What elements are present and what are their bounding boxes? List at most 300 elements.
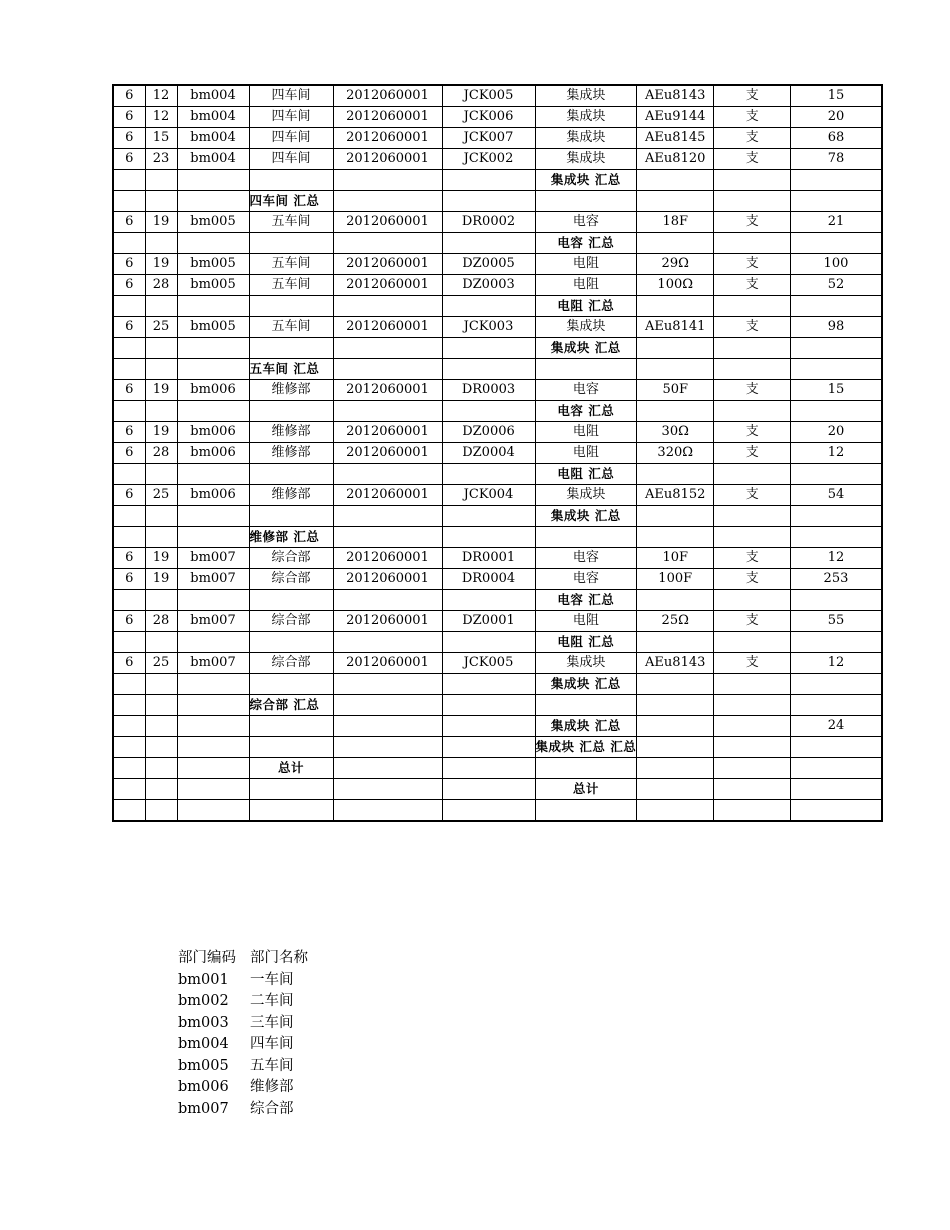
dept-subtotal-label[interactable]: 维修部 汇总 [249,527,333,548]
table-cell[interactable] [145,506,177,527]
table-cell[interactable] [442,695,535,716]
item-subtotal-label[interactable]: 集成块 汇总 [535,506,637,527]
table-cell[interactable] [333,359,442,380]
table-cell[interactable]: 维修部 [249,443,333,464]
table-cell[interactable]: 五车间 [249,317,333,338]
table-cell[interactable]: 55 [791,611,882,632]
table-cell[interactable] [333,401,442,422]
table-cell[interactable] [145,170,177,191]
table-cell[interactable]: 50F [637,380,714,401]
item-subtotal-label[interactable]: 集成块 汇总 [535,338,637,359]
table-cell[interactable]: 集成块 [535,128,637,149]
table-cell[interactable] [333,800,442,822]
table-cell[interactable] [714,695,791,716]
table-cell[interactable] [145,464,177,485]
table-cell[interactable] [113,674,145,695]
table-cell[interactable] [177,338,249,359]
table-cell[interactable]: DR0002 [442,212,535,233]
table-cell[interactable] [113,296,145,317]
table-cell[interactable]: DZ0004 [442,443,535,464]
table-cell[interactable]: 2012060001 [333,149,442,170]
table-cell[interactable] [714,800,791,822]
table-cell[interactable] [791,233,882,254]
table-cell[interactable] [145,296,177,317]
table-cell[interactable]: 四车间 [249,107,333,128]
table-cell[interactable] [249,233,333,254]
table-cell[interactable] [535,695,637,716]
table-cell[interactable] [333,338,442,359]
table-cell[interactable]: 支 [714,107,791,128]
table-cell[interactable]: JCK005 [442,653,535,674]
table-cell[interactable] [714,401,791,422]
table-cell[interactable] [442,464,535,485]
table-cell[interactable] [333,716,442,737]
table-cell[interactable] [791,527,882,548]
table-cell[interactable]: bm004 [177,107,249,128]
table-cell[interactable] [145,632,177,653]
table-cell[interactable]: bm006 [177,380,249,401]
table-cell[interactable] [249,800,333,822]
item-subtotal-label[interactable]: 集成块 汇总 [535,674,637,695]
table-cell[interactable] [333,779,442,800]
table-cell[interactable] [637,674,714,695]
table-cell[interactable] [714,296,791,317]
table-cell[interactable]: 25 [145,485,177,506]
table-cell[interactable]: 电容 [535,212,637,233]
item-subtotal-value[interactable]: 24 [791,716,882,737]
table-cell[interactable]: 19 [145,380,177,401]
table-cell[interactable]: 电容 [535,548,637,569]
table-cell[interactable] [637,296,714,317]
table-cell[interactable] [442,401,535,422]
table-cell[interactable] [177,233,249,254]
table-cell[interactable] [145,674,177,695]
table-cell[interactable]: 支 [714,611,791,632]
table-cell[interactable]: AEu8120 [637,149,714,170]
table-cell[interactable] [333,758,442,779]
item-subtotal-label[interactable]: 电阻 汇总 [535,464,637,485]
table-cell[interactable] [791,359,882,380]
table-cell[interactable]: 25Ω [637,611,714,632]
table-cell[interactable] [145,716,177,737]
table-cell[interactable] [145,590,177,611]
table-cell[interactable]: 集成块 [535,485,637,506]
item-subtotal-label[interactable]: 电容 汇总 [535,401,637,422]
table-cell[interactable] [714,527,791,548]
item-subtotal-label[interactable]: 总计 [535,779,637,800]
table-cell[interactable]: 电阻 [535,611,637,632]
table-cell[interactable] [791,590,882,611]
table-cell[interactable]: 2012060001 [333,611,442,632]
table-cell[interactable] [714,191,791,212]
table-cell[interactable]: AEu8145 [637,128,714,149]
table-cell[interactable] [637,695,714,716]
table-cell[interactable]: 253 [791,569,882,590]
table-cell[interactable]: bm005 [177,254,249,275]
table-cell[interactable] [249,170,333,191]
table-cell[interactable]: 2012060001 [333,569,442,590]
table-cell[interactable] [177,779,249,800]
table-cell[interactable]: 6 [113,422,145,443]
table-cell[interactable]: 54 [791,485,882,506]
table-cell[interactable]: 23 [145,149,177,170]
table-cell[interactable]: 维修部 [249,422,333,443]
table-cell[interactable]: 电阻 [535,443,637,464]
table-cell[interactable]: 28 [145,611,177,632]
table-cell[interactable] [177,737,249,758]
table-cell[interactable]: 12 [791,443,882,464]
table-cell[interactable] [113,506,145,527]
table-cell[interactable] [714,758,791,779]
table-cell[interactable] [177,716,249,737]
table-cell[interactable]: 电阻 [535,254,637,275]
table-cell[interactable]: 集成块 [535,653,637,674]
table-cell[interactable]: 6 [113,485,145,506]
table-cell[interactable] [791,674,882,695]
table-cell[interactable] [177,695,249,716]
table-cell[interactable] [113,758,145,779]
table-cell[interactable] [145,758,177,779]
table-cell[interactable]: bm007 [177,569,249,590]
table-cell[interactable] [333,296,442,317]
dept-subtotal-label[interactable]: 五车间 汇总 [249,359,333,380]
table-cell[interactable]: JCK003 [442,317,535,338]
table-cell[interactable] [113,695,145,716]
table-cell[interactable]: 29Ω [637,254,714,275]
item-subtotal-label[interactable]: 集成块 汇总 [535,170,637,191]
table-cell[interactable] [113,170,145,191]
table-cell[interactable] [249,674,333,695]
table-cell[interactable]: 维修部 [249,380,333,401]
table-cell[interactable] [442,758,535,779]
table-cell[interactable] [791,737,882,758]
table-cell[interactable] [791,464,882,485]
table-cell[interactable]: 78 [791,149,882,170]
table-cell[interactable] [637,758,714,779]
table-cell[interactable] [637,170,714,191]
table-cell[interactable] [442,296,535,317]
table-cell[interactable]: 15 [791,380,882,401]
table-cell[interactable]: 集成块 [535,107,637,128]
table-cell[interactable]: 28 [145,275,177,296]
table-cell[interactable] [249,506,333,527]
table-cell[interactable] [333,527,442,548]
table-cell[interactable]: bm007 [177,548,249,569]
table-cell[interactable] [113,779,145,800]
table-cell[interactable]: bm006 [177,443,249,464]
table-cell[interactable] [442,590,535,611]
table-cell[interactable] [637,338,714,359]
table-cell[interactable] [249,296,333,317]
table-cell[interactable] [145,527,177,548]
table-cell[interactable] [714,233,791,254]
table-cell[interactable] [177,296,249,317]
table-cell[interactable]: JCK007 [442,128,535,149]
table-cell[interactable]: 四车间 [249,85,333,107]
table-cell[interactable]: 6 [113,380,145,401]
table-cell[interactable] [714,716,791,737]
table-cell[interactable]: 6 [113,85,145,107]
table-cell[interactable]: 支 [714,548,791,569]
table-cell[interactable]: 100 [791,254,882,275]
table-cell[interactable]: bm005 [177,317,249,338]
table-cell[interactable] [177,758,249,779]
table-cell[interactable] [535,527,637,548]
table-cell[interactable] [113,632,145,653]
table-cell[interactable]: 维修部 [249,485,333,506]
table-cell[interactable] [714,464,791,485]
table-cell[interactable]: 320Ω [637,443,714,464]
table-cell[interactable]: 2012060001 [333,85,442,107]
table-cell[interactable] [113,527,145,548]
table-cell[interactable] [249,338,333,359]
table-cell[interactable]: 2012060001 [333,485,442,506]
table-cell[interactable]: 100F [637,569,714,590]
table-cell[interactable] [442,632,535,653]
table-cell[interactable] [791,632,882,653]
table-cell[interactable] [333,737,442,758]
table-cell[interactable]: 19 [145,254,177,275]
table-cell[interactable]: DZ0003 [442,275,535,296]
table-cell[interactable] [333,590,442,611]
table-cell[interactable]: 6 [113,128,145,149]
table-cell[interactable]: AEu8141 [637,317,714,338]
table-cell[interactable]: 6 [113,611,145,632]
table-cell[interactable] [333,191,442,212]
table-cell[interactable]: 集成块 [535,85,637,107]
table-cell[interactable]: 12 [791,548,882,569]
table-cell[interactable] [177,506,249,527]
table-cell[interactable] [145,695,177,716]
table-cell[interactable]: 20 [791,107,882,128]
table-cell[interactable] [177,800,249,822]
table-cell[interactable] [714,170,791,191]
table-cell[interactable] [535,191,637,212]
table-cell[interactable]: 支 [714,443,791,464]
table-cell[interactable] [177,359,249,380]
table-cell[interactable] [113,800,145,822]
table-cell[interactable] [113,233,145,254]
table-cell[interactable] [714,590,791,611]
table-cell[interactable] [442,233,535,254]
table-cell[interactable]: JCK002 [442,149,535,170]
table-cell[interactable] [145,401,177,422]
table-cell[interactable] [442,674,535,695]
table-cell[interactable] [791,695,882,716]
table-cell[interactable]: 电阻 [535,275,637,296]
table-cell[interactable] [442,191,535,212]
table-cell[interactable] [442,527,535,548]
table-cell[interactable]: 2012060001 [333,380,442,401]
table-cell[interactable]: bm004 [177,128,249,149]
table-cell[interactable] [791,779,882,800]
table-cell[interactable] [113,737,145,758]
table-cell[interactable]: 支 [714,485,791,506]
table-cell[interactable]: 52 [791,275,882,296]
table-cell[interactable] [177,401,249,422]
table-cell[interactable] [791,758,882,779]
table-cell[interactable]: bm007 [177,611,249,632]
table-cell[interactable] [249,737,333,758]
table-cell[interactable]: 12 [145,85,177,107]
table-cell[interactable]: 五车间 [249,212,333,233]
table-cell[interactable]: 19 [145,548,177,569]
table-cell[interactable] [714,359,791,380]
dept-subtotal-label[interactable]: 综合部 汇总 [249,695,333,716]
table-cell[interactable] [714,632,791,653]
table-cell[interactable]: AEu8143 [637,85,714,107]
table-cell[interactable]: 6 [113,275,145,296]
table-cell[interactable] [249,716,333,737]
table-cell[interactable]: 五车间 [249,275,333,296]
table-cell[interactable] [637,779,714,800]
table-cell[interactable] [333,170,442,191]
table-cell[interactable]: 25 [145,317,177,338]
table-cell[interactable]: 四车间 [249,149,333,170]
item-subtotal-label[interactable]: 电容 汇总 [535,590,637,611]
grand-total-label[interactable]: 总计 [249,758,333,779]
table-cell[interactable]: 18F [637,212,714,233]
item-subtotal-label[interactable]: 电容 汇总 [535,233,637,254]
table-cell[interactable] [113,359,145,380]
table-cell[interactable]: 综合部 [249,611,333,632]
table-cell[interactable]: 28 [145,443,177,464]
table-cell[interactable] [442,737,535,758]
table-cell[interactable] [145,338,177,359]
table-cell[interactable] [249,779,333,800]
item-subtotal-total-label[interactable]: 集成块 汇总 汇总 [535,737,637,758]
table-cell[interactable] [791,800,882,822]
table-cell[interactable] [442,800,535,822]
table-cell[interactable]: 支 [714,212,791,233]
table-cell[interactable]: bm006 [177,422,249,443]
table-cell[interactable]: 98 [791,317,882,338]
table-cell[interactable] [637,464,714,485]
table-cell[interactable] [791,296,882,317]
table-cell[interactable]: 综合部 [249,548,333,569]
item-subtotal-label[interactable]: 电阻 汇总 [535,296,637,317]
table-cell[interactable] [442,716,535,737]
table-cell[interactable]: DR0003 [442,380,535,401]
table-cell[interactable]: 四车间 [249,128,333,149]
table-cell[interactable]: 19 [145,212,177,233]
table-cell[interactable]: DZ0001 [442,611,535,632]
table-cell[interactable]: 五车间 [249,254,333,275]
table-cell[interactable] [145,191,177,212]
table-cell[interactable]: bm005 [177,275,249,296]
table-cell[interactable]: AEu8143 [637,653,714,674]
table-cell[interactable]: 2012060001 [333,443,442,464]
table-cell[interactable]: 19 [145,569,177,590]
table-cell[interactable]: 支 [714,149,791,170]
table-cell[interactable] [637,590,714,611]
table-cell[interactable] [791,401,882,422]
table-cell[interactable] [791,506,882,527]
table-cell[interactable]: 2012060001 [333,212,442,233]
table-cell[interactable]: JCK005 [442,85,535,107]
table-cell[interactable]: DR0004 [442,569,535,590]
table-cell[interactable]: 支 [714,128,791,149]
table-cell[interactable] [333,464,442,485]
table-cell[interactable] [333,506,442,527]
table-cell[interactable]: 6 [113,548,145,569]
table-cell[interactable] [113,191,145,212]
table-cell[interactable] [145,737,177,758]
table-cell[interactable] [177,590,249,611]
table-cell[interactable] [113,338,145,359]
table-cell[interactable] [442,359,535,380]
table-cell[interactable]: 12 [791,653,882,674]
table-cell[interactable]: 支 [714,422,791,443]
table-cell[interactable]: 6 [113,569,145,590]
table-cell[interactable]: 2012060001 [333,254,442,275]
table-cell[interactable] [145,233,177,254]
table-cell[interactable] [145,779,177,800]
table-cell[interactable]: JCK006 [442,107,535,128]
table-cell[interactable] [442,779,535,800]
table-cell[interactable] [177,527,249,548]
table-cell[interactable] [535,359,637,380]
table-cell[interactable] [249,401,333,422]
table-cell[interactable]: 2012060001 [333,275,442,296]
item-subtotal-label[interactable]: 集成块 汇总 [535,716,637,737]
table-cell[interactable]: 支 [714,380,791,401]
table-cell[interactable] [637,506,714,527]
table-cell[interactable] [637,359,714,380]
table-cell[interactable] [535,800,637,822]
table-cell[interactable]: JCK004 [442,485,535,506]
table-cell[interactable] [714,674,791,695]
table-cell[interactable] [113,590,145,611]
table-cell[interactable] [249,590,333,611]
table-cell[interactable]: 6 [113,149,145,170]
item-subtotal-label[interactable]: 电阻 汇总 [535,632,637,653]
table-cell[interactable] [442,170,535,191]
table-cell[interactable] [791,191,882,212]
table-cell[interactable]: DZ0005 [442,254,535,275]
table-cell[interactable]: 15 [145,128,177,149]
table-cell[interactable]: 综合部 [249,569,333,590]
table-cell[interactable]: 2012060001 [333,422,442,443]
table-cell[interactable] [637,632,714,653]
table-cell[interactable]: 2012060001 [333,548,442,569]
table-cell[interactable]: 15 [791,85,882,107]
table-cell[interactable]: 集成块 [535,317,637,338]
table-cell[interactable]: 2012060001 [333,128,442,149]
table-cell[interactable]: 综合部 [249,653,333,674]
table-cell[interactable]: 支 [714,254,791,275]
table-cell[interactable] [333,233,442,254]
table-cell[interactable]: 电阻 [535,422,637,443]
table-cell[interactable] [333,695,442,716]
table-cell[interactable]: 25 [145,653,177,674]
table-cell[interactable] [333,674,442,695]
table-cell[interactable]: 2012060001 [333,107,442,128]
table-cell[interactable] [791,170,882,191]
table-cell[interactable]: 2012060001 [333,653,442,674]
table-cell[interactable]: AEu9144 [637,107,714,128]
table-cell[interactable]: 10F [637,548,714,569]
table-cell[interactable]: 6 [113,212,145,233]
table-cell[interactable]: 电容 [535,569,637,590]
table-cell[interactable] [637,401,714,422]
table-cell[interactable]: 6 [113,317,145,338]
table-cell[interactable] [637,527,714,548]
dept-subtotal-label[interactable]: 四车间 汇总 [249,191,333,212]
table-cell[interactable]: DR0001 [442,548,535,569]
table-cell[interactable] [637,800,714,822]
table-cell[interactable] [177,170,249,191]
